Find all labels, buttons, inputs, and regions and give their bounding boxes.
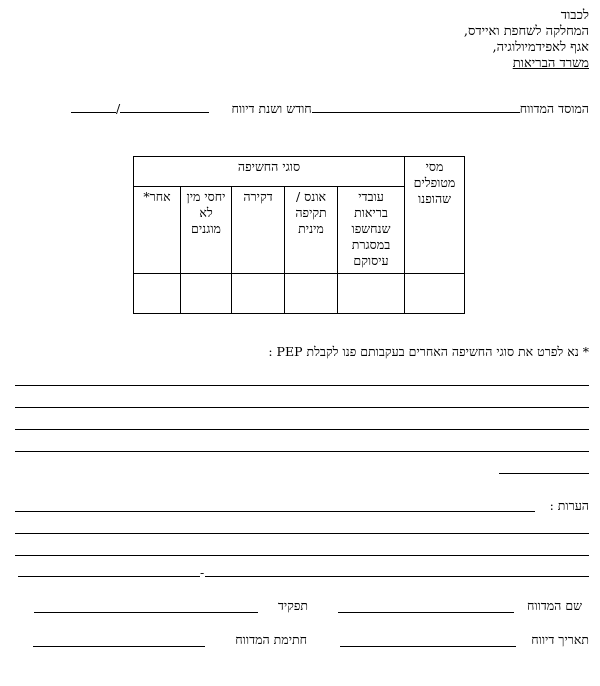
exposure-types-header: סוגי החשיפה xyxy=(134,157,405,187)
institution-field[interactable] xyxy=(312,102,520,113)
address-line-3: אגף לאפידמיולוגיה, xyxy=(492,40,589,55)
cell-sexual-assault[interactable] xyxy=(285,274,338,314)
address-line-4: משרד הבריאות xyxy=(512,56,589,71)
address-line-2: המחלקה לשחפת ואיידס, xyxy=(463,24,589,39)
remarks-label: הערות : xyxy=(549,498,589,513)
remarks-line-4a[interactable] xyxy=(18,576,200,577)
cell-healthcare-workers[interactable] xyxy=(338,274,405,314)
reporter-signature-label: חתימת המדווח xyxy=(235,632,307,647)
cell-needle-stick[interactable] xyxy=(232,274,285,314)
report-date-label: תאריך דיווח xyxy=(531,632,589,647)
patients-count-header: מסי מטופלים שהופנו xyxy=(405,157,465,274)
other-exposure-line-5[interactable] xyxy=(499,473,589,474)
reporter-name-label: שם המדווח xyxy=(526,598,582,613)
reporter-signature-field[interactable] xyxy=(33,646,205,647)
report-date-field[interactable] xyxy=(340,646,516,647)
column-header-other: אחר* xyxy=(134,186,181,273)
other-exposure-line-2[interactable] xyxy=(15,407,589,408)
cell-patients-count[interactable] xyxy=(405,274,465,314)
other-exposure-line-3[interactable] xyxy=(15,429,589,430)
column-header-needle-stick: דקירה xyxy=(232,186,285,273)
role-label: תפקיד xyxy=(277,598,308,613)
column-header-sexual-assault: אונס / תקיפה מינית xyxy=(285,186,338,273)
date-slash: / xyxy=(116,101,121,116)
column-header-unprotected-sex: יחסי מין לא מוגנים xyxy=(181,186,232,273)
other-exposure-line-1[interactable] xyxy=(15,385,589,386)
remarks-line-4b[interactable] xyxy=(205,576,589,577)
address-block xyxy=(464,8,589,72)
exposure-table xyxy=(133,156,465,314)
column-header-healthcare-workers: עובדי בריאות שנחשפו במסגרת עיסוקם xyxy=(338,186,405,273)
report-header-row xyxy=(231,101,589,117)
other-exposure-line-4[interactable] xyxy=(15,451,589,452)
month-year-field[interactable] xyxy=(71,101,209,116)
remarks-line-3[interactable] xyxy=(15,555,589,556)
cell-unprotected-sex[interactable] xyxy=(181,274,232,314)
role-field[interactable] xyxy=(34,612,258,613)
month-year-label: חודש ושנת דיווח xyxy=(231,101,312,116)
other-exposure-note: * נא לפרט את סוגי החשיפה האחרים בעקבותם פנו לקבלת PEP : xyxy=(268,344,589,359)
institution-label: המוסד המדווח xyxy=(519,101,589,116)
remarks-line-1[interactable] xyxy=(15,511,535,512)
remarks-dash: - xyxy=(200,565,205,580)
month-field[interactable] xyxy=(120,102,209,113)
year-field[interactable] xyxy=(71,102,116,113)
address-line-1: לכבוד xyxy=(560,8,589,23)
reporter-name-field[interactable] xyxy=(338,612,514,613)
cell-other[interactable] xyxy=(134,274,181,314)
remarks-line-2[interactable] xyxy=(15,533,589,534)
